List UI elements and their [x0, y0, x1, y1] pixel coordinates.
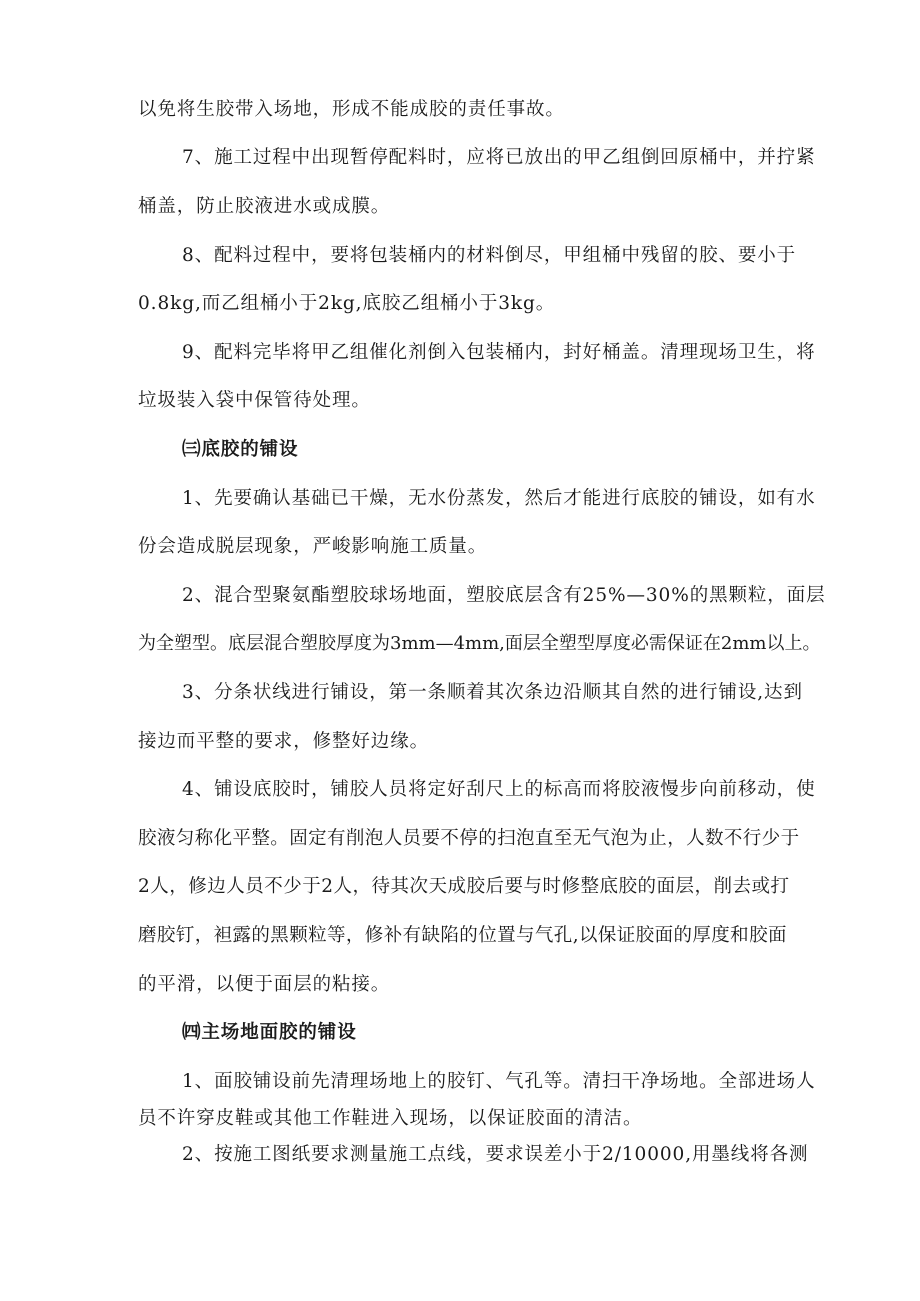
text-line: 份会造成脱层现象，严峻影响施工质量。 [138, 536, 488, 557]
text-line: 4、铺设底胶时，铺胶人员将定好刮尺上的标高而将胶液慢步向前移动，使 [182, 779, 816, 800]
text-line: 2、按施工图纸要求测量施工点线，要求误差小于2/10000,用墨线将各测 [182, 1144, 809, 1165]
text-line: 的平滑，以便于面层的粘接。 [138, 974, 391, 995]
text-line: 员不许穿皮鞋或其他工作鞋进入现场，以保证胶面的清洁。 [138, 1108, 643, 1129]
section-heading: ㈣主场地面胶的铺设 [182, 1022, 357, 1043]
text-line: 桶盖，防止胶液进水或成膜。 [138, 196, 391, 217]
text-line: 以免将生胶带入场地，形成不能成胶的责任事故。 [138, 99, 565, 120]
text-line: 8、配料过程中，要将包装桶内的材料倒尽，甲组桶中残留的胶、要小于 [182, 245, 797, 266]
text-line: 2、混合型聚氨酯塑胶球场地面，塑胶底层含有25%—30%的黑颗粒，面层 [182, 585, 826, 606]
text-line: 胶液匀称化平整。固定有削泡人员要不停的扫泡直至无气泡为止，人数不行少于 [138, 828, 800, 849]
text-line: 1、面胶铺设前先清理场地上的胶钉、气孔等。清扫干净场地。全部进场人 [182, 1071, 816, 1092]
text-line: 9、配料完毕将甲乙组催化剂倒入包装桶内，封好桶盖。清理现场卫生，将 [182, 342, 816, 363]
text-line: 为全塑型。底层混合塑胶厚度为3mm—4mm,面层全塑型厚度必需保证在2mm以上。 [138, 633, 821, 654]
text-line: 1、先要确认基础已干燥，无水份蒸发，然后才能进行底胶的铺设，如有水 [182, 488, 816, 509]
text-line: 垃圾装入袋中保管待处理。 [138, 390, 371, 411]
text-line: 3、分条状线进行铺设，第一条顺着其次条边沿顺其自然的进行铺设,达到 [182, 682, 803, 703]
text-line: 2人，修边人员不少于2人，待其次天成胶后要与时修整底胶的面层，削去或打 [138, 876, 790, 897]
section-heading: ㈢底胶的铺设 [182, 439, 299, 460]
text-line: 磨胶钉，袒露的黑颗粒等，修补有缺陷的位置与气孔,以保证胶面的厚度和胶面 [138, 925, 787, 946]
text-line: 接边而平整的要求，修整好边缘。 [138, 731, 430, 752]
text-line: 0.8kg,而乙组桶小于2kg,底胶乙组桶小于3kg。 [138, 293, 556, 314]
text-line: 7、施工过程中出现暂停配料时，应将已放出的甲乙组倒回原桶中，并拧紧 [182, 147, 816, 168]
